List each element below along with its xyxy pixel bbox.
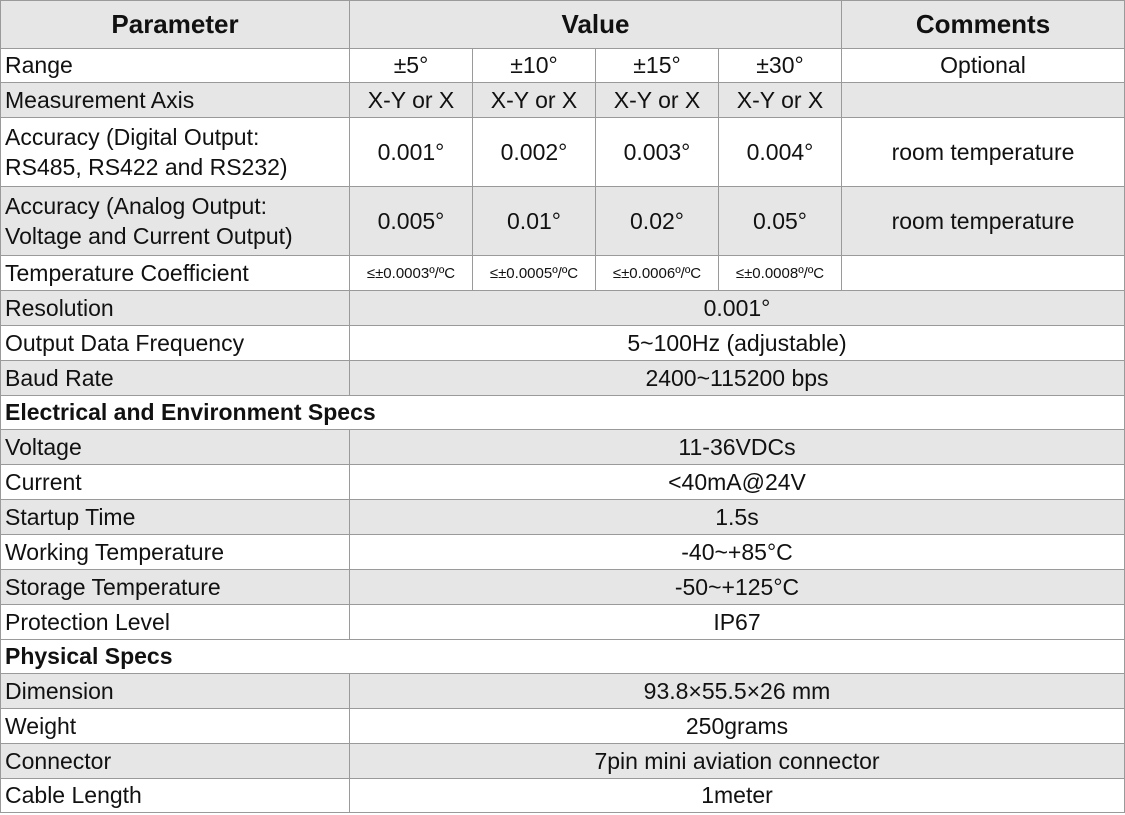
- header-value: Value: [350, 1, 842, 49]
- accuracy-value: 0.003°: [596, 118, 719, 187]
- row-label: Storage Temperature: [1, 570, 350, 605]
- row-label: [1, 187, 350, 256]
- table-row-output-frequency: [1, 326, 1125, 361]
- row-label: Protection Level: [1, 605, 350, 640]
- axis-value: X-Y or X: [596, 83, 719, 118]
- table-row-temperature-coefficient: [1, 256, 1125, 291]
- row-value: 5~100Hz (adjustable): [350, 326, 1125, 361]
- row-value: 1meter: [350, 779, 1125, 813]
- table-row-storage-temperature: [1, 570, 1125, 605]
- table-row-connector: [1, 744, 1125, 779]
- section-header-physical: [1, 640, 1125, 674]
- accuracy-comment: room temperature: [842, 118, 1125, 187]
- row-value: <40mA@24V: [350, 465, 1125, 500]
- row-label: Baud Rate: [1, 361, 350, 396]
- label-line: RS485, RS422 and RS232): [5, 154, 288, 180]
- row-label: Voltage: [1, 430, 350, 465]
- table-row-accuracy-digital: [1, 118, 1125, 187]
- row-label: Cable Length: [1, 779, 350, 813]
- temp-coeff-value: ≤±0.0006º/ºC: [596, 256, 719, 291]
- temp-coeff-value: ≤±0.0005º/ºC: [473, 256, 596, 291]
- table-row-voltage: [1, 430, 1125, 465]
- range-value-15: ±15°: [596, 49, 719, 83]
- row-label: Connector: [1, 744, 350, 779]
- row-label: [1, 118, 350, 187]
- table-row-axis: [1, 83, 1125, 118]
- row-label: Weight: [1, 709, 350, 744]
- row-value: -40~+85°C: [350, 535, 1125, 570]
- table-row-working-temperature: [1, 535, 1125, 570]
- accuracy-value: 0.001°: [350, 118, 473, 187]
- temp-coeff-value: ≤±0.0008º/ºC: [719, 256, 842, 291]
- row-value: 1.5s: [350, 500, 1125, 535]
- accuracy-value: 0.05°: [719, 187, 842, 256]
- row-value: 0.001°: [350, 291, 1125, 326]
- header-row: [1, 1, 1125, 49]
- table-row-weight: [1, 709, 1125, 744]
- label-line: Voltage and Current Output): [5, 223, 293, 249]
- row-label: Dimension: [1, 674, 350, 709]
- accuracy-value: 0.002°: [473, 118, 596, 187]
- axis-value: X-Y or X: [719, 83, 842, 118]
- range-value-30: ±30°: [719, 49, 842, 83]
- label-line: Accuracy (Analog Output:: [5, 193, 268, 219]
- row-value: IP67: [350, 605, 1125, 640]
- row-value: -50~+125°C: [350, 570, 1125, 605]
- range-value-5: ±5°: [350, 49, 473, 83]
- row-label: Resolution: [1, 291, 350, 326]
- row-value: 11-36VDCs: [350, 430, 1125, 465]
- range-value-10: ±10°: [473, 49, 596, 83]
- section-title: Electrical and Environment Specs: [1, 396, 1125, 430]
- table-row-resolution: [1, 291, 1125, 326]
- table-row-accuracy-analog: [1, 187, 1125, 256]
- table-row-cable-length: [1, 779, 1125, 813]
- row-label: Temperature Coefficient: [1, 256, 350, 291]
- section-title: Physical Specs: [1, 640, 1125, 674]
- temp-coeff-value: ≤±0.0003º/ºC: [350, 256, 473, 291]
- label-line: Accuracy (Digital Output:: [5, 124, 260, 150]
- accuracy-value: 0.02°: [596, 187, 719, 256]
- axis-comment: [842, 83, 1125, 118]
- table-row-range: [1, 49, 1125, 83]
- table-row-dimension: [1, 674, 1125, 709]
- axis-value: X-Y or X: [473, 83, 596, 118]
- row-label: Current: [1, 465, 350, 500]
- accuracy-value: 0.004°: [719, 118, 842, 187]
- row-label: Measurement Axis: [1, 83, 350, 118]
- range-comment: Optional: [842, 49, 1125, 83]
- table-row-current: [1, 465, 1125, 500]
- row-value: 2400~115200 bps: [350, 361, 1125, 396]
- row-label: Startup Time: [1, 500, 350, 535]
- table-row-startup-time: [1, 500, 1125, 535]
- row-value: 7pin mini aviation connector: [350, 744, 1125, 779]
- row-label: Output Data Frequency: [1, 326, 350, 361]
- section-header-electrical: [1, 396, 1125, 430]
- accuracy-value: 0.005°: [350, 187, 473, 256]
- row-label: Working Temperature: [1, 535, 350, 570]
- row-value: 93.8×55.5×26 mm: [350, 674, 1125, 709]
- header-comments: Comments: [842, 1, 1125, 49]
- row-value: 250grams: [350, 709, 1125, 744]
- axis-value: X-Y or X: [350, 83, 473, 118]
- header-parameter: Parameter: [1, 1, 350, 49]
- table-row-baud-rate: [1, 361, 1125, 396]
- accuracy-value: 0.01°: [473, 187, 596, 256]
- temp-coeff-comment: [842, 256, 1125, 291]
- row-label: Range: [1, 49, 350, 83]
- accuracy-comment: room temperature: [842, 187, 1125, 256]
- table-row-protection-level: [1, 605, 1125, 640]
